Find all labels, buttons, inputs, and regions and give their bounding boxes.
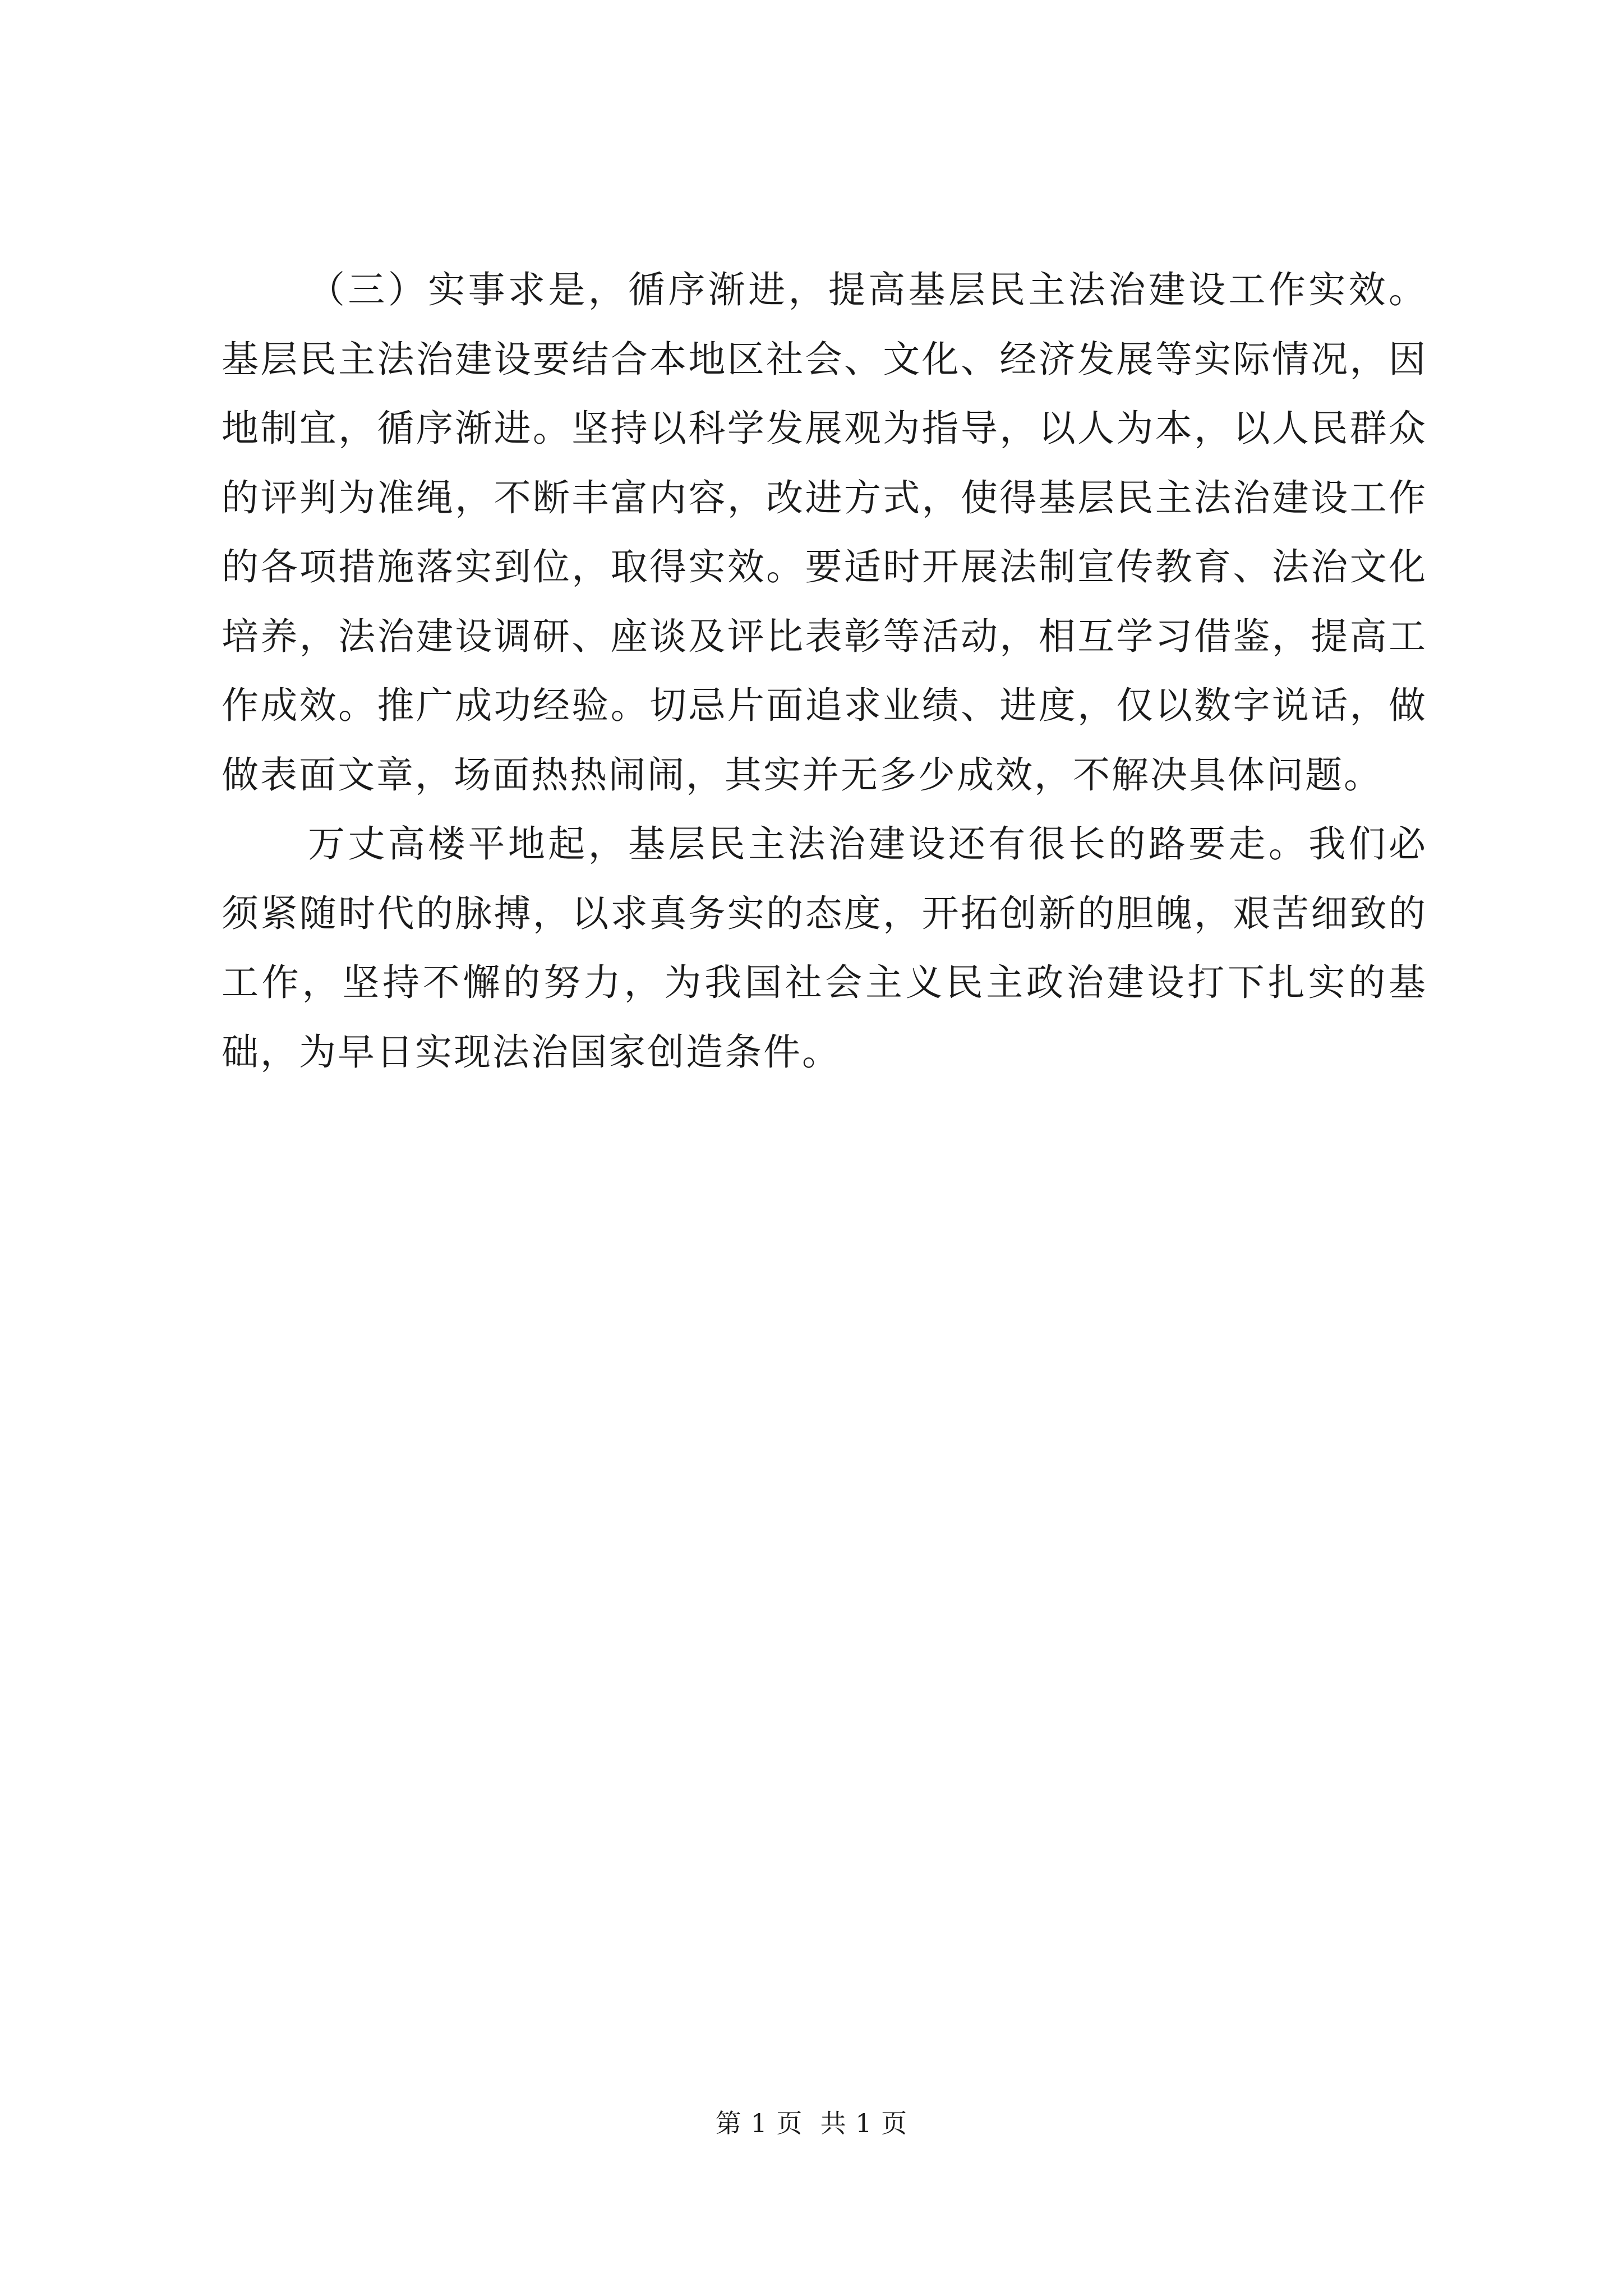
page-number-label: 第 1 页 共 1 页 — [715, 2108, 908, 2138]
paragraph-2: 万丈高楼平地起，基层民主法治建设还有很长的路要走。我们必须紧随时代的脉搏，以求真务实的态度，开拓创新的胆魄，艰苦细致的工作，坚持不懈的努力，为我国社会主义民主政治建设打下扎实的基础，为早日实现法治国家创造条件。 — [222, 822, 1427, 1074]
page-footer — [0, 2106, 1623, 2140]
paragraph-1: （三）实事求是，循序渐进，提高基层民主法治建设工作实效。基层民主法治建设要结合本地区社会、文化、经济发展等实际情况，因地制宜，循序渐进。坚持以科学发展观为指导，以人为本，以人民群众的评判为准绳，不断丰富内容，改进方式，使得基层民主法治建设工作的各项措施落实到位，取得实效。要适时开展法制宣传教育、法治文化培养，法治建设调研、座谈及评比表彰等活动，相互学习借鉴，提高工作成效。推广成功经验。切忌片面追求业绩、进度，仅以数字说话，做做表面文章，场面热热闹闹，其实并无多少成效，不解决具体问题。 — [222, 268, 1427, 797]
document-body — [222, 255, 1427, 1087]
